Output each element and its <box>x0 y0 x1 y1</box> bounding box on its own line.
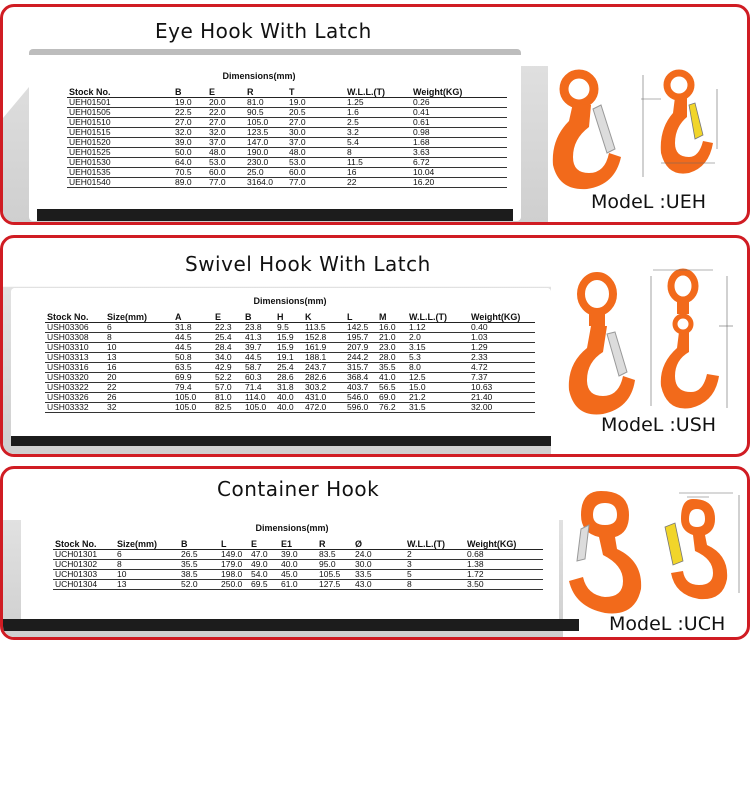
table-cell: 54.0 <box>249 569 279 579</box>
table-row <box>53 579 543 589</box>
table-cell: 1.12 <box>407 322 469 332</box>
col-dim: B <box>181 538 188 549</box>
table-cell: USH03306 <box>45 322 105 332</box>
table-cell: 21.0 <box>377 332 407 342</box>
table-cell: 7.37 <box>469 372 535 382</box>
table-cell: UEH01525 <box>67 147 173 157</box>
eye-hook-panel <box>0 4 750 225</box>
table-cell: 81.0 <box>213 392 243 402</box>
table-cell: 49.0 <box>249 559 279 569</box>
spec-table-box <box>21 513 559 631</box>
table-cell: 22 <box>345 177 411 187</box>
table-cell: 10 <box>105 342 173 352</box>
table-cell: 77.0 <box>287 177 345 187</box>
col-dim: B <box>245 311 252 322</box>
table-cell: USH03310 <box>45 342 105 352</box>
col-dim: E <box>251 538 258 549</box>
table-cell: 69.5 <box>249 579 279 589</box>
table-cell: 27.0 <box>287 117 345 127</box>
col-dim: R <box>247 86 254 97</box>
table-cell: 69.9 <box>173 372 213 382</box>
table-cell: 31.5 <box>407 402 469 412</box>
col-dim: E <box>215 311 222 322</box>
table-cell: 230.0 <box>245 157 287 167</box>
table-cell: 95.0 <box>317 559 353 569</box>
table-cell: 53.0 <box>207 157 245 167</box>
table-cell: 57.0 <box>213 382 243 392</box>
col-dim: L <box>221 538 227 549</box>
col-dimensions: Dimensions(mm) <box>253 296 327 306</box>
eye-hook-drawing-icon <box>631 69 727 189</box>
table-cell: 81.0 <box>245 97 287 107</box>
col-size: Size(mm) <box>107 311 148 322</box>
table-cell: 28.0 <box>377 352 407 362</box>
table-cell: 21.40 <box>469 392 535 402</box>
col-size: Size(mm) <box>117 538 158 549</box>
table-cell: USH03313 <box>45 352 105 362</box>
table-cell: 190.0 <box>245 147 287 157</box>
table-cell: 8 <box>345 147 411 157</box>
container-hook-panel <box>0 466 750 640</box>
table-cell: 105.0 <box>245 117 287 127</box>
table-cell: 8 <box>105 332 173 342</box>
table-cell: 50.8 <box>173 352 213 362</box>
table-cell: 38.5 <box>179 569 219 579</box>
table-cell: 39.0 <box>173 137 207 147</box>
table-cell: 25.4 <box>275 362 303 372</box>
table-cell: USH03316 <box>45 362 105 372</box>
table-row <box>67 117 507 127</box>
table-cell: 3.2 <box>345 127 411 137</box>
table-cell: 41.3 <box>243 332 275 342</box>
table-cell: 53.0 <box>287 157 345 167</box>
table-cell: 37.0 <box>287 137 345 147</box>
table-cell: 56.5 <box>377 382 407 392</box>
table-cell: 39.0 <box>279 549 317 559</box>
table-cell: 41.0 <box>377 372 407 382</box>
table-cell: 0.61 <box>411 117 507 127</box>
col-dimensions: Dimensions(mm) <box>222 71 296 81</box>
table-cell: 27.0 <box>173 117 207 127</box>
table-cell: 5.3 <box>407 352 469 362</box>
table-cell: 403.7 <box>345 382 377 392</box>
table-row <box>67 107 507 117</box>
table-cell: 105.0 <box>173 402 213 412</box>
table-cell: 83.5 <box>317 549 353 559</box>
table-cell: 16 <box>345 167 411 177</box>
col-weight: Weight(KG) <box>471 311 521 322</box>
table-cell: 12.5 <box>407 372 469 382</box>
table-cell: 24.0 <box>353 549 405 559</box>
table-row <box>45 382 535 392</box>
table-cell: 48.0 <box>207 147 245 157</box>
table-cell: 195.7 <box>345 332 377 342</box>
table-cell: 34.0 <box>213 352 243 362</box>
spec-table-box <box>29 49 521 221</box>
model-label: ModeL :UEH <box>591 191 706 213</box>
table-cell: 20.5 <box>287 107 345 117</box>
col-dim: Ø <box>355 538 363 549</box>
table-cell: 315.7 <box>345 362 377 372</box>
col-wll: W.L.L.(T) <box>407 538 445 549</box>
table-cell: 3.50 <box>465 579 543 589</box>
table-cell: 22 <box>105 382 173 392</box>
section-title: Swivel Hook With Latch <box>185 252 431 276</box>
table-cell: 25.4 <box>213 332 243 342</box>
table-cell: 198.0 <box>219 569 249 579</box>
table-cell: 42.9 <box>213 362 243 372</box>
table-cell: 40.0 <box>279 559 317 569</box>
col-dimensions: Dimensions(mm) <box>255 523 329 533</box>
table-cell: 142.5 <box>345 322 377 332</box>
table-cell: 79.4 <box>173 382 213 392</box>
table-cell: 546.0 <box>345 392 377 402</box>
table-cell: 1.72 <box>465 569 543 579</box>
table-cell: UCH01301 <box>53 549 115 559</box>
col-dim: R <box>319 538 326 549</box>
table-cell: USH03322 <box>45 382 105 392</box>
table-cell: 45.0 <box>279 569 317 579</box>
table-cell: 44.5 <box>173 342 213 352</box>
table-cell: 0.98 <box>411 127 507 137</box>
table-cell: 82.5 <box>213 402 243 412</box>
table-cell: 77.0 <box>207 177 245 187</box>
table-cell: 5 <box>405 569 465 579</box>
table-cell: 22.3 <box>213 322 243 332</box>
table-footer-bar <box>37 209 513 221</box>
table-cell: 35.5 <box>377 362 407 372</box>
col-dim: A <box>175 311 182 322</box>
table-cell: 71.4 <box>243 382 275 392</box>
table-cell: 28.4 <box>213 342 243 352</box>
table-cell: 1.25 <box>345 97 411 107</box>
table-cell: 4.72 <box>469 362 535 372</box>
spec-table <box>45 296 535 413</box>
table-row <box>45 332 535 342</box>
table-row <box>67 177 507 187</box>
table-cell: UEH01505 <box>67 107 173 117</box>
table-cell: 52.2 <box>213 372 243 382</box>
col-dim: L <box>347 311 353 322</box>
table-cell: 10.04 <box>411 167 507 177</box>
table-cell: 8.0 <box>407 362 469 372</box>
table-cell: 10 <box>115 569 179 579</box>
table-cell: 16.20 <box>411 177 507 187</box>
table-cell: 8 <box>405 579 465 589</box>
table-cell: 243.7 <box>303 362 345 372</box>
table-cell: 6.72 <box>411 157 507 167</box>
table-cell: 179.0 <box>219 559 249 569</box>
table-cell: 27.0 <box>207 117 245 127</box>
table-cell: 64.0 <box>173 157 207 167</box>
model-label: ModeL :USH <box>601 414 717 436</box>
table-cell: UEH01510 <box>67 117 173 127</box>
table-cell: 0.26 <box>411 97 507 107</box>
table-cell: 282.6 <box>303 372 345 382</box>
table-cell: 33.5 <box>353 569 405 579</box>
table-cell: 32.0 <box>207 127 245 137</box>
table-row <box>45 392 535 402</box>
table-cell: 20 <box>105 372 173 382</box>
table-cell: 22.5 <box>173 107 207 117</box>
table-cell: 58.7 <box>243 362 275 372</box>
spec-table <box>67 71 507 188</box>
table-cell: 19.0 <box>173 97 207 107</box>
table-cell: 2.33 <box>469 352 535 362</box>
table-cell: UEH01520 <box>67 137 173 147</box>
table-cell: 13 <box>105 352 173 362</box>
table-cell: 15.0 <box>407 382 469 392</box>
table-cell: UEH01515 <box>67 127 173 137</box>
table-cell: UEH01540 <box>67 177 173 187</box>
spec-table <box>53 523 543 590</box>
col-stock: Stock No. <box>55 538 97 549</box>
table-cell: 207.9 <box>345 342 377 352</box>
col-dim: E <box>209 86 216 97</box>
table-cell: 596.0 <box>345 402 377 412</box>
table-cell: 127.5 <box>317 579 353 589</box>
table-row <box>53 559 543 569</box>
table-cell: 32.00 <box>469 402 535 412</box>
table-cell: 431.0 <box>303 392 345 402</box>
table-row <box>67 157 507 167</box>
eye-hook-photo-icon <box>541 69 637 197</box>
table-cell: 2 <box>405 549 465 559</box>
table-cell: 1.38 <box>465 559 543 569</box>
table-row <box>67 167 507 177</box>
table-cell: 40.0 <box>275 392 303 402</box>
col-dim: T <box>289 86 295 97</box>
container-hook-drawing-icon <box>653 489 749 607</box>
table-cell: UCH01304 <box>53 579 115 589</box>
col-dim: K <box>305 311 312 322</box>
table-cell: 113.5 <box>303 322 345 332</box>
table-cell: 35.5 <box>179 559 219 569</box>
table-cell: 3.63 <box>411 147 507 157</box>
table-cell: 15.9 <box>275 332 303 342</box>
table-cell: 50.0 <box>173 147 207 157</box>
table-cell: 250.0 <box>219 579 249 589</box>
table-cell: 149.0 <box>219 549 249 559</box>
table-row <box>45 322 535 332</box>
table-cell: 23.0 <box>377 342 407 352</box>
table-cell: 37.0 <box>207 137 245 147</box>
table-row <box>45 342 535 352</box>
table-cell: 43.0 <box>353 579 405 589</box>
table-cell: 13 <box>115 579 179 589</box>
col-weight: Weight(KG) <box>413 86 463 97</box>
model-label: ModeL :UCH <box>609 613 726 635</box>
table-cell: 3 <box>405 559 465 569</box>
table-cell: 15.9 <box>275 342 303 352</box>
table-cell: 22.0 <box>207 107 245 117</box>
col-wll: W.L.L.(T) <box>409 311 447 322</box>
table-cell: 105.5 <box>317 569 353 579</box>
table-cell: 19.0 <box>287 97 345 107</box>
table-cell: 52.0 <box>179 579 219 589</box>
table-cell: 16.0 <box>377 322 407 332</box>
col-dim: B <box>175 86 182 97</box>
table-cell: 23.8 <box>243 322 275 332</box>
table-cell: 47.0 <box>249 549 279 559</box>
table-cell: 1.6 <box>345 107 411 117</box>
table-row <box>53 569 543 579</box>
table-cell: 147.0 <box>245 137 287 147</box>
table-cell: 472.0 <box>303 402 345 412</box>
table-cell: UEH01501 <box>67 97 173 107</box>
table-cell: UEH01530 <box>67 157 173 167</box>
table-row <box>67 137 507 147</box>
table-cell: 60.3 <box>243 372 275 382</box>
table-cell: 39.7 <box>243 342 275 352</box>
table-row <box>53 549 543 559</box>
table-cell: 5.4 <box>345 137 411 147</box>
table-cell: 31.8 <box>275 382 303 392</box>
table-cell: 60.0 <box>287 167 345 177</box>
table-cell: 40.0 <box>275 402 303 412</box>
swivel-hook-photo-icon <box>561 272 643 422</box>
table-cell: 368.4 <box>345 372 377 382</box>
table-cell: 32 <box>105 402 173 412</box>
table-cell: 31.8 <box>173 322 213 332</box>
col-stock: Stock No. <box>69 86 111 97</box>
table-cell: 123.5 <box>245 127 287 137</box>
table-cell: USH03308 <box>45 332 105 342</box>
table-cell: 8 <box>115 559 179 569</box>
section-title: Eye Hook With Latch <box>155 19 372 43</box>
table-cell: 105.0 <box>173 392 213 402</box>
table-footer-bar <box>3 619 579 631</box>
table-cell: 1.29 <box>469 342 535 352</box>
table-cell: 32.0 <box>173 127 207 137</box>
table-cell: 60.0 <box>207 167 245 177</box>
table-cell: 2.5 <box>345 117 411 127</box>
table-cell: USH03326 <box>45 392 105 402</box>
table-cell: 90.5 <box>245 107 287 117</box>
table-row <box>67 147 507 157</box>
table-cell: 114.0 <box>243 392 275 402</box>
table-cell: USH03332 <box>45 402 105 412</box>
table-cell: 70.5 <box>173 167 207 177</box>
table-cell: 69.0 <box>377 392 407 402</box>
container-hook-photo-icon <box>559 489 655 619</box>
table-cell: 30.0 <box>287 127 345 137</box>
spec-table-box <box>11 288 551 446</box>
table-cell: 48.0 <box>287 147 345 157</box>
table-row <box>67 97 507 107</box>
table-cell: 1.68 <box>411 137 507 147</box>
table-row <box>67 127 507 137</box>
table-cell: 105.0 <box>243 402 275 412</box>
swivel-hook-panel <box>0 235 750 457</box>
table-cell: 28.6 <box>275 372 303 382</box>
table-cell: 161.9 <box>303 342 345 352</box>
table-cell: 89.0 <box>173 177 207 187</box>
table-cell: 30.0 <box>353 559 405 569</box>
table-cell: 11.5 <box>345 157 411 167</box>
table-cell: 6 <box>115 549 179 559</box>
table-cell: 6 <box>105 322 173 332</box>
swivel-hook-drawing-icon <box>643 266 739 416</box>
table-row <box>45 352 535 362</box>
col-weight: Weight(KG) <box>467 538 517 549</box>
table-cell: USH03320 <box>45 372 105 382</box>
table-row <box>45 372 535 382</box>
table-cell: 21.2 <box>407 392 469 402</box>
col-wll: W.L.L.(T) <box>347 86 385 97</box>
table-footer-bar <box>11 436 551 446</box>
table-cell: 1.03 <box>469 332 535 342</box>
table-cell: 16 <box>105 362 173 372</box>
table-cell: 44.5 <box>243 352 275 362</box>
table-cell: 0.68 <box>465 549 543 559</box>
col-stock: Stock No. <box>47 311 89 322</box>
table-cell: 19.1 <box>275 352 303 362</box>
table-cell: 26 <box>105 392 173 402</box>
col-dim: M <box>379 311 387 322</box>
table-cell: 20.0 <box>207 97 245 107</box>
table-cell: 9.5 <box>275 322 303 332</box>
table-cell: 44.5 <box>173 332 213 342</box>
col-dim: H <box>277 311 284 322</box>
table-cell: 303.2 <box>303 382 345 392</box>
table-cell: 0.40 <box>469 322 535 332</box>
table-cell: UCH01303 <box>53 569 115 579</box>
table-cell: UCH01302 <box>53 559 115 569</box>
table-cell: UEH01535 <box>67 167 173 177</box>
table-cell: 244.2 <box>345 352 377 362</box>
table-cell: 3.15 <box>407 342 469 352</box>
table-cell: 76.2 <box>377 402 407 412</box>
col-dim: E1 <box>281 538 293 549</box>
table-row <box>45 402 535 412</box>
table-cell: 152.8 <box>303 332 345 342</box>
section-title: Container Hook <box>217 477 380 501</box>
table-cell: 10.63 <box>469 382 535 392</box>
table-cell: 63.5 <box>173 362 213 372</box>
table-cell: 0.41 <box>411 107 507 117</box>
table-cell: 2.0 <box>407 332 469 342</box>
table-cell: 61.0 <box>279 579 317 589</box>
table-cell: 26.5 <box>179 549 219 559</box>
table-cell: 25.0 <box>245 167 287 177</box>
table-row <box>45 362 535 372</box>
table-cell: 188.1 <box>303 352 345 362</box>
table-cell: 3164.0 <box>245 177 287 187</box>
